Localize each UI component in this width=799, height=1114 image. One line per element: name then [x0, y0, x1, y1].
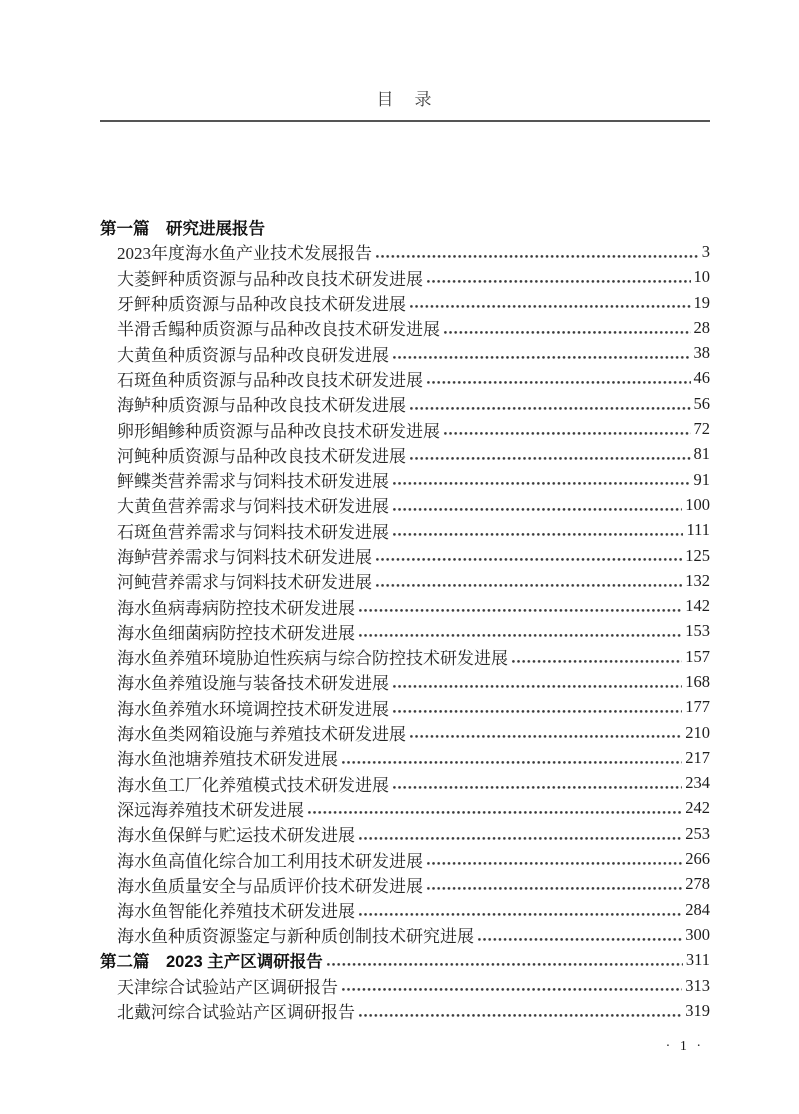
toc-page-number: 56 — [693, 393, 710, 413]
toc-entry-title: 深远海养殖技术研发进展 — [117, 800, 304, 820]
toc-entry-title: 河鲀营养需求与饲料技术研发进展 — [117, 573, 372, 593]
toc-page-number: 28 — [693, 317, 710, 337]
dotted-leader — [427, 265, 691, 290]
toc-page-number: 125 — [685, 545, 710, 565]
toc-title: 目 录 — [376, 90, 434, 109]
toc-page-number: 319 — [685, 1000, 710, 1020]
toc-page-number: 132 — [685, 570, 710, 590]
toc-entry-title: 第二篇 2023 主产区调研报告 — [100, 953, 323, 972]
dotted-leader — [393, 518, 683, 543]
toc-entry-title: 海鲈营养需求与饲料技术研发进展 — [117, 548, 372, 567]
toc-entry-title: 卵形鲳鲹种质资源与品种改良技术研发进展 — [117, 421, 440, 441]
footer-page-number: · 1 · — [665, 1038, 704, 1054]
dotted-leader — [393, 340, 691, 365]
dotted-leader — [359, 821, 682, 846]
toc-section-heading — [100, 214, 710, 239]
toc-entry-title: 海水鱼智能化养殖技术研发进展 — [117, 902, 355, 922]
toc-page-number: 10 — [693, 267, 710, 287]
toc-page-number: 266 — [685, 849, 710, 869]
toc-entry[interactable] — [100, 467, 710, 492]
toc-page-number: 142 — [685, 596, 710, 616]
toc-entry-title: 海水鱼保鲜与贮运技术研发进展 — [117, 826, 355, 846]
toc-entry[interactable] — [100, 518, 710, 543]
toc-entry-title: 海水鱼高值化综合加工利用技术研发进展 — [117, 851, 423, 871]
dotted-leader — [393, 492, 682, 517]
toc-entry[interactable] — [100, 695, 710, 720]
toc-entry[interactable] — [100, 745, 710, 770]
toc-page-number: 253 — [685, 823, 710, 843]
toc-page-number: 38 — [693, 343, 710, 363]
toc-entry[interactable] — [100, 568, 710, 593]
toc-page-number: 234 — [685, 773, 710, 793]
toc-page-number: 278 — [685, 874, 710, 894]
toc-entry[interactable] — [100, 720, 710, 745]
toc-entry-title: 天津综合试验站产区调研报告 — [117, 978, 338, 998]
toc-page-number: 177 — [685, 697, 710, 717]
toc-entry[interactable] — [100, 922, 710, 947]
toc-entry-title: 北戴河综合试验站产区调研报告 — [117, 1003, 355, 1023]
toc-page-number: 72 — [693, 419, 710, 439]
toc-page-number: 91 — [693, 469, 710, 489]
toc-entry[interactable] — [100, 492, 710, 517]
toc-entry[interactable] — [100, 265, 710, 290]
toc-page-number: 19 — [693, 292, 710, 312]
toc-entry[interactable] — [100, 771, 710, 796]
dotted-leader — [410, 442, 691, 467]
toc-entry[interactable] — [100, 796, 710, 821]
dotted-leader — [512, 644, 682, 669]
toc-entry[interactable] — [100, 593, 710, 618]
toc-page-number: 300 — [685, 924, 710, 944]
dotted-leader — [359, 998, 682, 1023]
dotted-leader — [376, 239, 699, 264]
dotted-leader — [359, 897, 682, 922]
toc-entry[interactable] — [100, 290, 710, 315]
toc-page-number: 168 — [685, 671, 710, 691]
toc-entry-title: 海水鱼池塘养殖技术研发进展 — [117, 750, 338, 770]
dotted-leader — [427, 872, 682, 897]
toc-entry[interactable] — [100, 315, 710, 340]
toc-entry[interactable] — [100, 973, 710, 998]
toc-entry-title: 鲆鲽类营养需求与饲料技术研发进展 — [117, 472, 389, 492]
toc-entry[interactable] — [100, 543, 710, 568]
header-divider — [100, 120, 710, 122]
toc-entry-title: 2023年度海水鱼产业技术发展报告 — [117, 244, 372, 264]
toc-entry[interactable] — [100, 897, 710, 922]
dotted-leader — [478, 922, 682, 947]
dotted-leader — [444, 315, 691, 340]
toc-entry-title: 海水鱼质量安全与品质评价技术研发进展 — [117, 876, 423, 896]
dotted-leader — [327, 948, 683, 973]
toc — [100, 214, 710, 1024]
toc-page-number: 284 — [685, 899, 710, 919]
page-content — [100, 0, 710, 1055]
dotted-leader — [393, 695, 682, 720]
toc-entry-title: 海水鱼工厂化养殖模式技术研发进展 — [117, 775, 389, 795]
dotted-leader — [376, 543, 682, 568]
dotted-leader — [342, 973, 682, 998]
dotted-leader — [359, 619, 682, 644]
toc-entry-title: 海水鱼细菌病防控技术研发进展 — [117, 623, 355, 643]
toc-entry[interactable] — [100, 846, 710, 871]
toc-page-number: 46 — [693, 368, 710, 388]
toc-entry[interactable] — [100, 442, 710, 467]
toc-entry[interactable] — [100, 239, 710, 264]
toc-entry[interactable] — [100, 644, 710, 669]
page-header — [100, 0, 710, 122]
toc-entry[interactable] — [100, 340, 710, 365]
toc-entry[interactable] — [100, 821, 710, 846]
dotted-leader — [393, 669, 682, 694]
toc-entry-title: 海鲈种质资源与品种改良技术研发进展 — [117, 396, 406, 416]
toc-entry-title: 大黄鱼种质资源与品种改良研发进展 — [117, 345, 389, 365]
dotted-leader — [427, 846, 682, 871]
toc-page-number: 153 — [685, 621, 710, 641]
toc-section-heading[interactable] — [100, 948, 710, 973]
toc-page-number: 210 — [685, 722, 710, 742]
toc-entry-title: 半滑舌鳎种质资源与品种改良技术研发进展 — [117, 320, 440, 340]
toc-entry[interactable] — [100, 391, 710, 416]
dotted-leader — [410, 720, 682, 745]
toc-entry-title: 海水鱼病毒病防控技术研发进展 — [117, 598, 355, 618]
toc-entry[interactable] — [100, 872, 710, 897]
toc-entry-title: 大菱鲆种质资源与品种改良技术研发进展 — [117, 269, 423, 289]
toc-page-number: 111 — [686, 520, 710, 540]
dotted-leader — [359, 593, 682, 618]
toc-entry[interactable] — [100, 669, 710, 694]
dotted-leader — [410, 290, 691, 315]
toc-page-number: 3 — [701, 241, 710, 261]
toc-entry-title: 大黄鱼营养需求与饲料技术研发进展 — [117, 497, 389, 517]
toc-page-number: 157 — [685, 646, 710, 666]
toc-page-number: 311 — [685, 950, 710, 970]
toc-entry[interactable] — [100, 366, 710, 391]
toc-entry[interactable] — [100, 998, 710, 1023]
toc-entry-title: 石斑鱼种质资源与品种改良技术研发进展 — [117, 370, 423, 390]
page-footer — [100, 1037, 710, 1055]
toc-page-number: 217 — [685, 747, 710, 767]
dotted-leader — [376, 568, 682, 593]
toc-entry-title: 第一篇 研究进展报告 — [100, 219, 265, 238]
dotted-leader — [308, 796, 682, 821]
toc-entry-title: 河鲀种质资源与品种改良技术研发进展 — [117, 446, 406, 466]
toc-entry[interactable] — [100, 416, 710, 441]
toc-entry-title: 石斑鱼营养需求与饲料技术研发进展 — [117, 522, 389, 542]
toc-entry-title: 海水鱼种质资源鉴定与新种质创制技术研究进展 — [117, 927, 474, 947]
toc-page-number: 313 — [685, 975, 710, 995]
toc-page-number: 81 — [693, 444, 710, 464]
dotted-leader — [410, 391, 691, 416]
toc-entry-title: 海水鱼养殖设施与装备技术研发进展 — [117, 674, 389, 694]
dotted-leader — [393, 771, 682, 796]
dotted-leader — [342, 745, 682, 770]
toc-page-number: 242 — [685, 798, 710, 818]
toc-page-number: 100 — [685, 494, 710, 514]
dotted-leader — [444, 416, 691, 441]
toc-entry-title: 海水鱼养殖环境胁迫性疾病与综合防控技术研发进展 — [117, 649, 508, 669]
toc-entry-title: 海水鱼类网箱设施与养殖技术研发进展 — [117, 725, 406, 745]
dotted-leader — [427, 366, 691, 391]
toc-entry[interactable] — [100, 619, 710, 644]
dotted-leader — [393, 467, 691, 492]
toc-entry-title: 牙鲆种质资源与品种改良技术研发进展 — [117, 295, 406, 315]
toc-entry-title: 海水鱼养殖水环境调控技术研发进展 — [117, 699, 389, 719]
